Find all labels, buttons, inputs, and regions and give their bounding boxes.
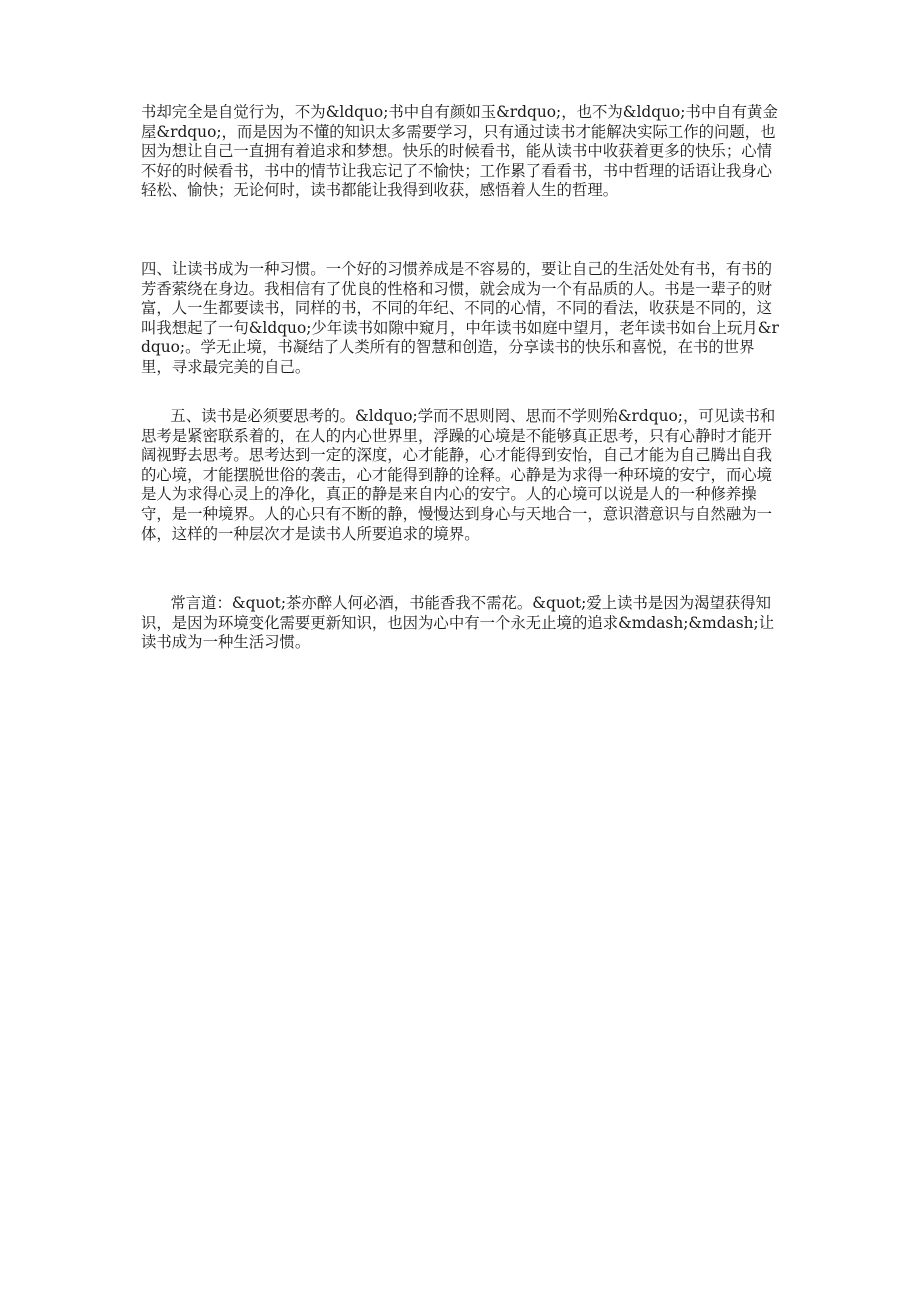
paragraph-section-five: 五、读书是必须要思考的。&ldquo;学而不思则罔、思而不学则殆&rdquo;，可见读书和思考是紧密联系着的，在人的内心世界里，浮躁的心境是不能够真正思考，只有心静时才能开阔视野去思考。思考达到一定的深度，心才能静，心才能得到安怡，自己才能为自己腾出自我的心境，才能摆脱世俗的袭击，心才能得到静的诠释。心静是为求得一种环境的安宁，而心境是人为求得心灵上的净化，真正的静是来自内心的安宁。人的心境可以说是人的一种修养操守，是一种境界。人的心只有不断的静，慢慢达到身心与天地合一，意识潜意识与自然融为一体，这样的一种层次才是读书人所要追求的境界。 xyxy=(141,407,776,543)
paragraph-intro: 书却完全是自觉行为，不为&ldquo;书中自有颜如玉&rdquo;，也不为&ldquo;书中自有黄金屋&rdquo;，而是因为不懂的知识太多需要学习，只有通过读书才能解决实际工作的问题，也因为想让自己一直拥有着追求和梦想。快乐的时候看书，能从读书中收获着更多的快乐；心情不好的时候看书，书中的情节让我忘记了不愉快；工作累了看看书，书中哲理的话语让我身心轻松、愉快；无论何时，读书都能让我得到收获，感悟着人生的哲理。 xyxy=(141,103,778,200)
paragraph-section-four: 四、让读书成为一种习惯。一个好的习惯养成是不容易的，要让自己的生活处处有书，有书的芳香萦绕在身边。我相信有了优良的性格和习惯，就会成为一个有品质的人。书是一辈子的财富，人一生都要读书，同样的书，不同的年纪、不同的心情，不同的看法，收获是不同的，这叫我想起了一句&ldquo;少年读书如隙中窥月，中年读书如庭中望月，老年读书如台上玩月&rdquo;。学无止境，书凝结了人类所有的智慧和创造，分享读书的快乐和喜悦，在书的世界里，寻求最完美的自己。 xyxy=(141,260,779,376)
paragraph-conclusion: 常言道：&quot;茶亦醉人何必酒，书能香我不需花。&quot;爱上读书是因为渴望获得知识，是因为环境变化需要更新知识，也因为心中有一个永无止境的追求&mdash;&mdash;让读书成为一种生活习惯。 xyxy=(141,594,775,652)
